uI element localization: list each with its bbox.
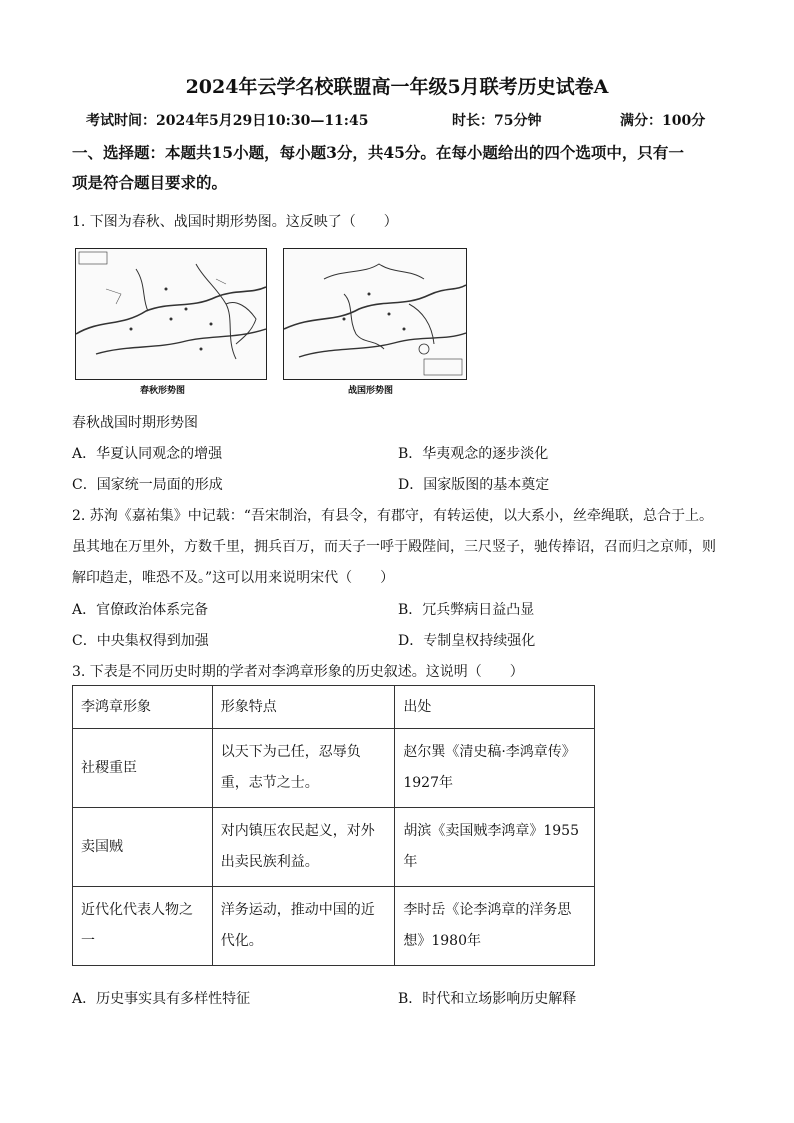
q1-option-c: C．国家统一局面的形成 <box>72 477 223 493</box>
table-cell: 对内镇压农民起义，对外出卖民族利益。 <box>212 808 395 887</box>
table-cell: 赵尔巽《清史稿·李鸿章传》1927年 <box>395 729 595 808</box>
table-cell: 李时岳《论李鸿章的洋务思想》1980年 <box>395 887 595 966</box>
q2-stem-line1: 2. 苏洵《嘉祐集》中记载：“吾宋制治，有县令，有郡守，有转运使，以大系小，丝牵绳联，总合于上。 <box>72 508 713 524</box>
table-cell: 卖国贼 <box>73 808 213 887</box>
q3-option-a: A．历史事实具有多样性特征 <box>72 991 251 1007</box>
table-cell: 近代化代表人物之一 <box>73 887 213 966</box>
spring-autumn-map-caption: 春秋形势图 <box>140 386 186 396</box>
warring-states-map-graphic <box>284 249 466 379</box>
q1-option-d: D．国家版图的基本奠定 <box>398 477 550 493</box>
q2-option-b: B．冗兵弊病日益凸显 <box>398 602 535 618</box>
q1-option-b: B．华夷观念的逐步淡化 <box>398 446 549 462</box>
exam-duration: 时长：75分钟 <box>452 113 542 129</box>
table-cell: 胡滨《卖国贼李鸿章》1955年 <box>395 808 595 887</box>
table-row <box>73 808 595 887</box>
table-row <box>73 729 595 808</box>
q3-stem: 3. 下表是不同历史时期的学者对李鸿章形象的历史叙述。这说明（ ） <box>72 664 524 680</box>
table-header-cell: 李鸿章形象 <box>73 686 213 729</box>
warring-states-map-caption: 战国形势图 <box>348 386 394 396</box>
table-cell: 洋务运动，推动中国的近代化。 <box>212 887 395 966</box>
exam-time: 考试时间：2024年5月29日10:30—11:45 <box>86 113 369 129</box>
q2-stem-line2: 虽其地在万里外，方数千里，拥兵百万，而天子一呼于殿陛间，三尺竖子，驰传捧诏，召而归之京师，则 <box>72 539 716 555</box>
exam-score: 满分：100分 <box>620 113 706 129</box>
q1-option-a: A．华夏认同观念的增强 <box>72 446 223 462</box>
table-cell: 以天下为己任，忍辱负重，志节之士。 <box>212 729 395 808</box>
q3-table <box>72 685 595 966</box>
q1-stem: 1. 下图为春秋、战国时期形势图。这反映了（ ） <box>72 214 398 230</box>
table-header-cell: 出处 <box>395 686 595 729</box>
warring-states-map <box>283 248 467 380</box>
table-row <box>73 887 595 966</box>
table-cell: 社稷重臣 <box>73 729 213 808</box>
q2-option-d: D．专制皇权持续强化 <box>398 633 536 649</box>
table-header-row <box>73 686 595 729</box>
spring-autumn-map-graphic <box>76 249 266 379</box>
section-heading-line2: 项是符合题目要求的。 <box>72 173 228 192</box>
section-heading-line1: 一、选择题：本题共15小题，每小题3分，共45分。在每小题给出的四个选项中，只有一 <box>72 143 684 162</box>
table-header-cell: 形象特点 <box>212 686 395 729</box>
q2-option-c: C．中央集权得到加强 <box>72 633 209 649</box>
spring-autumn-map <box>75 248 267 380</box>
q1-figure-caption: 春秋战国时期形势图 <box>72 415 198 431</box>
q2-option-a: A．官僚政治体系完备 <box>72 602 209 618</box>
q2-stem-line3: 解印趋走，唯恐不及。”这可以用来说明宋代（ ） <box>72 570 395 586</box>
page-title: 2024年云学名校联盟高一年级5月联考历史试卷A <box>185 76 609 98</box>
q3-option-b: B．时代和立场影响历史解释 <box>398 991 577 1007</box>
